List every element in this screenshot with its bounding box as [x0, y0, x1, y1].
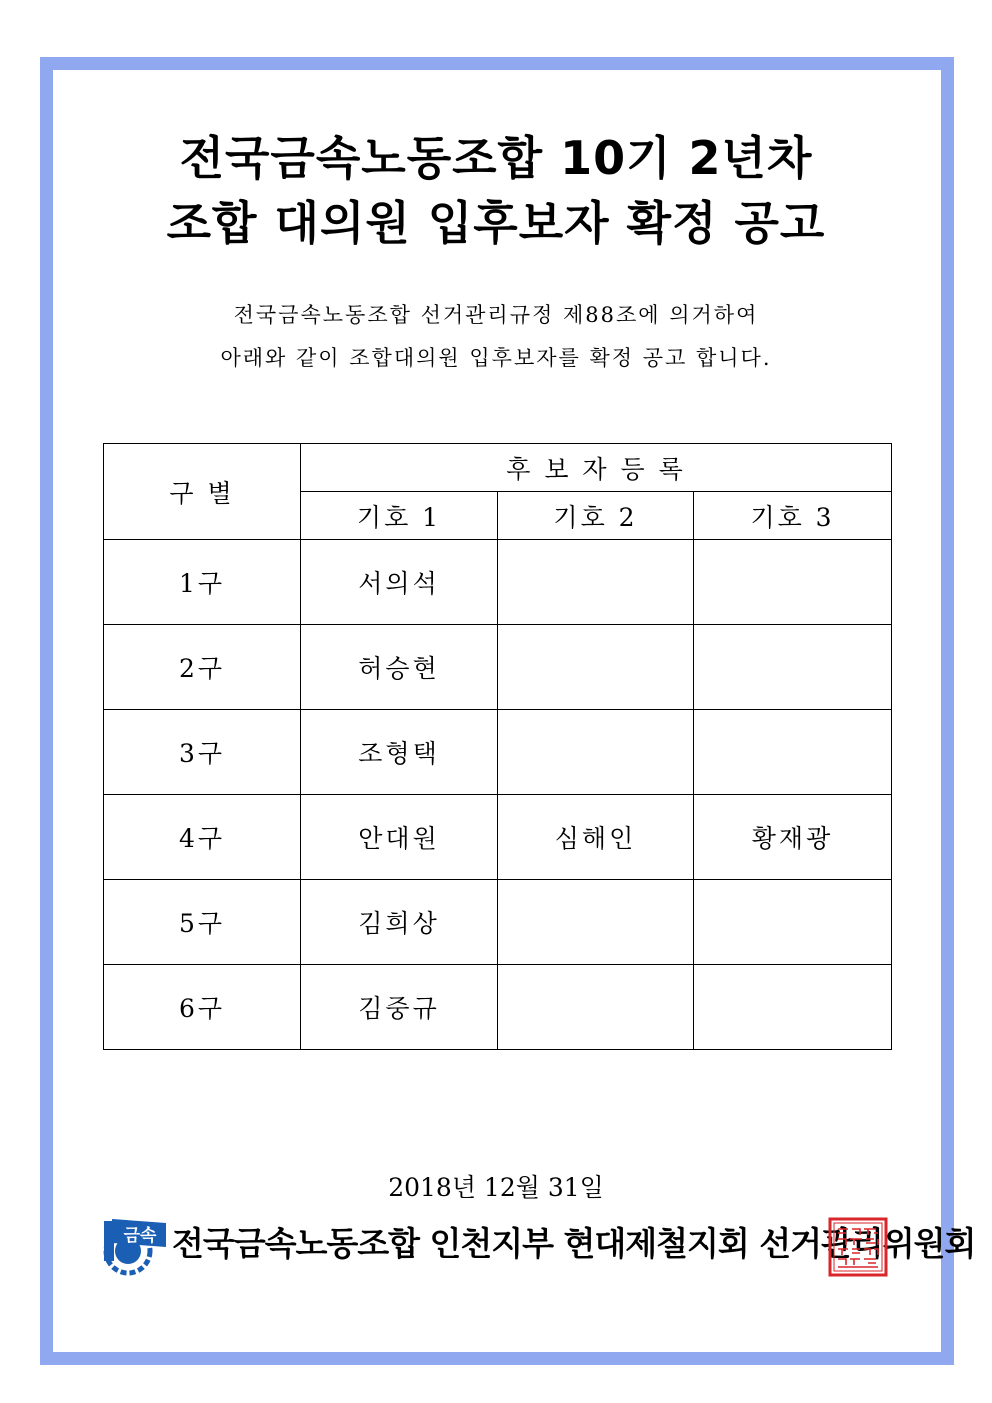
col-header-3: 기호 3	[694, 492, 892, 540]
candidate-table	[103, 443, 892, 1050]
notice-title-line1: 전국금속노동조합 10기 2년차	[179, 131, 813, 185]
district-cell: 6구	[104, 965, 301, 1050]
notice-title-line2: 조합 대의원 입후보자 확정 공고	[166, 196, 826, 250]
union-logo-icon	[100, 1213, 170, 1279]
candidate-cell	[694, 540, 892, 625]
candidate-cell	[498, 880, 694, 965]
table-row	[104, 965, 892, 1050]
candidate-cell: 안대원	[301, 795, 498, 880]
table-row	[104, 625, 892, 710]
candidate-cell: 김희상	[301, 880, 498, 965]
table-row	[104, 710, 892, 795]
candidate-cell: 서의석	[301, 540, 498, 625]
footer-signature	[100, 1213, 976, 1279]
candidate-cell	[694, 965, 892, 1050]
category-header: 구 별	[104, 444, 301, 540]
candidate-cell: 심해인	[498, 795, 694, 880]
candidate-group-header: 후 보 자 등 록	[301, 444, 892, 492]
table-row	[104, 880, 892, 965]
candidate-cell	[694, 880, 892, 965]
table-header-row	[104, 444, 892, 492]
organization-name: 전국금속노동조합 인천지부 현대제철지회 선거관리위원회	[172, 1224, 976, 1263]
candidate-cell	[498, 625, 694, 710]
table-row	[104, 795, 892, 880]
district-cell: 1구	[104, 540, 301, 625]
official-seal-icon	[828, 1217, 888, 1277]
candidate-cell	[498, 965, 694, 1050]
district-cell: 3구	[104, 710, 301, 795]
candidate-cell: 황재광	[694, 795, 892, 880]
district-cell: 4구	[104, 795, 301, 880]
intro-line1: 전국금속노동조합 선거관리규정 제88조에 의거하여	[233, 303, 759, 327]
district-cell: 2구	[104, 625, 301, 710]
col-header-2: 기호 2	[498, 492, 694, 540]
candidate-cell	[694, 625, 892, 710]
candidate-cell: 허승현	[301, 625, 498, 710]
candidate-cell: 조형택	[301, 710, 498, 795]
logo-text: 금속	[123, 1226, 157, 1246]
candidate-cell	[694, 710, 892, 795]
candidate-cell	[498, 710, 694, 795]
district-cell: 5구	[104, 880, 301, 965]
candidate-cell: 김중규	[301, 965, 498, 1050]
col-header-1: 기호 1	[301, 492, 498, 540]
notice-date: 2018년 12월 31일	[388, 1173, 604, 1202]
table-row	[104, 540, 892, 625]
intro-line2: 아래와 같이 조합대의원 입후보자를 확정 공고 합니다.	[220, 346, 772, 370]
candidate-cell	[498, 540, 694, 625]
